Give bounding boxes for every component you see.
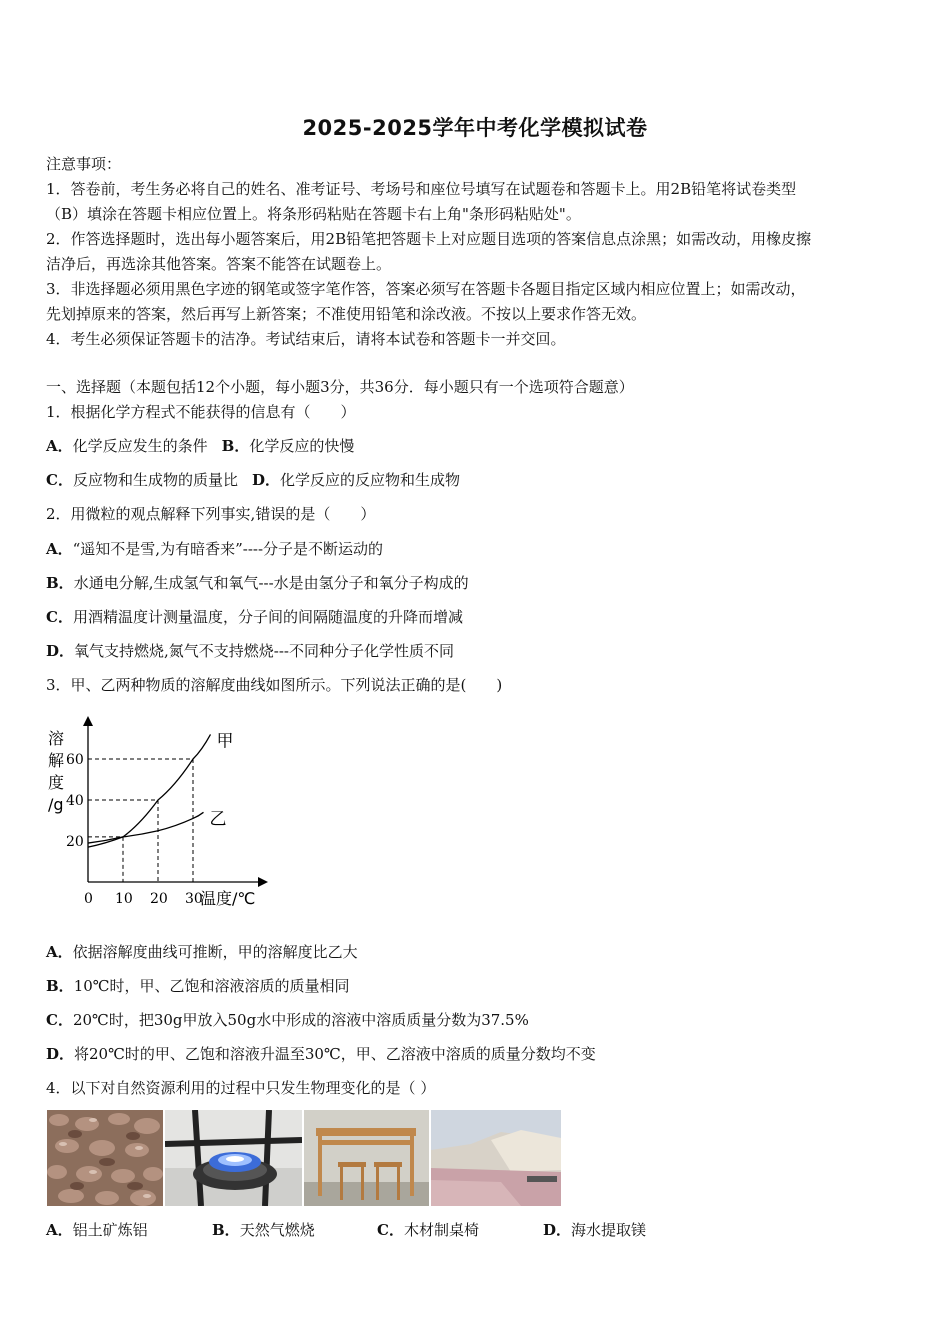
notes-line: 4．考生必须保证答题卡的洁净。考试结束后，请将本试卷和答题卡一并交回。: [46, 330, 566, 348]
notes-line: （B）填涂在答题卡相应位置上。将条形码粘贴在答题卡右上角"条形码粘贴处"。: [46, 205, 581, 223]
q3-option-b: 10℃时，甲、乙饱和溶液溶质的质量相同: [73, 977, 350, 995]
notes-line: 3．非选择题必须用黑色字迹的钢笔或签字笔作答，答案必须写在答题卡各题目指定区域内相应位置上；如需改动，: [46, 280, 806, 298]
q1-option-c: 反应物和生成物的质量比: [72, 471, 238, 489]
y-axis-label: 度: [48, 773, 65, 792]
y-tick-label: 40: [66, 793, 84, 809]
option-letter: B．: [46, 574, 74, 592]
x-axis-label: 温度/℃: [200, 889, 256, 908]
bauxite-ore-image: [47, 1110, 163, 1206]
q4-option-d: 海水提取镁: [571, 1221, 647, 1239]
q4-option-d-row: [543, 1219, 646, 1240]
gas-flame-image: [165, 1110, 302, 1206]
q4-option-c-row: [377, 1219, 479, 1240]
chart-series: [88, 734, 211, 847]
q2-option-b-row: [46, 572, 469, 593]
option-letter: C．: [46, 471, 73, 489]
q3-option-d: 将20℃时的甲、乙饱和溶液升温至30℃，甲、乙溶液中溶质的质量分数均不变: [74, 1045, 596, 1063]
option-letter: A．: [46, 943, 73, 961]
q2-option-a-row: [46, 538, 383, 559]
q1-option-b: 化学反应的快慢: [249, 437, 355, 455]
q1-option-d: 化学反应的反应物和生成物: [279, 471, 460, 489]
option-letter: B．: [46, 977, 74, 995]
option-letter: D．: [251, 471, 280, 489]
chart-labels: [48, 729, 255, 908]
notes-line: 洁净后，再选涂其他答案。答案不能答在试题卷上。: [46, 255, 392, 273]
q1-options-ab: [46, 435, 354, 456]
q3-option-d-row: [46, 1043, 596, 1064]
sea-water-image: [431, 1110, 561, 1206]
option-letter: A．: [46, 540, 73, 558]
q3-option-c-row: [46, 1009, 529, 1030]
q3-option-a-row: [46, 941, 358, 962]
notes: [46, 152, 906, 352]
x-axis-arrow: [258, 877, 268, 887]
y-axis-label: /g: [48, 795, 64, 814]
page-title: 2025-2025学年中考化学模拟试卷: [302, 116, 648, 140]
q3-stem: 3．甲、乙两种物质的溶解度曲线如图所示。下列说法正确的是( ): [46, 676, 503, 694]
notes-line: 先划掉原来的答案，然后再写上新答案；不准使用铅笔和涂改液。不按以上要求作答无效。: [46, 305, 647, 323]
q2-option-d: 氧气支持燃烧,氮气不支持燃烧---不同种分子化学性质不同: [74, 642, 454, 660]
x-tick-label: 10: [115, 891, 133, 907]
q4-stem: 4．以下对自然资源利用的过程中只发生物理变化的是（ ）: [46, 1079, 436, 1097]
q1-stem: 1．根据化学方程式不能获得的信息有（ ）: [46, 403, 356, 421]
q1-option-a: 化学反应发生的条件: [72, 437, 208, 455]
notes-line: 1．答卷前，考生务必将自己的姓名、准考证号、考场号和座位号填写在试题卷和答题卡上。用2B铅笔将试卷类型: [46, 180, 797, 198]
q2-option-d-row: [46, 640, 454, 661]
q1-options-cd: [46, 469, 460, 490]
option-letter: D．: [46, 1045, 75, 1063]
q2-stem: 2．用微粒的观点解释下列事实,错误的是（ ）: [46, 505, 376, 523]
option-letter: C．: [377, 1221, 404, 1239]
option-letter: A．: [46, 437, 73, 455]
series-label: 甲: [216, 731, 234, 752]
q3-option-c: 20℃时，把30g甲放入50g水中形成的溶液中溶质质量分数为37.5%: [72, 1011, 529, 1029]
q4-option-b-row: [212, 1219, 315, 1240]
wooden-furniture-image: [304, 1110, 429, 1206]
q3-option-b-row: [46, 975, 350, 996]
q4-option-b: 天然气燃烧: [239, 1221, 315, 1239]
y-tick-label: 60: [66, 752, 84, 768]
q2-option-c: 用酒精温度计测量温度，分子间的间隔随温度的升降而增减: [72, 608, 463, 626]
solubility-chart: [40, 712, 280, 912]
y-tick-label: 20: [66, 834, 84, 850]
option-letter: B．: [212, 1221, 240, 1239]
x-tick-label: 20: [150, 891, 168, 907]
y-axis-arrow: [83, 716, 93, 726]
q2-option-c-row: [46, 606, 463, 627]
x-tick-label: 0: [84, 891, 93, 907]
series-label: 乙: [209, 809, 227, 830]
q2-option-b: 水通电分解,生成氢气和氧气---水是由氢分子和氧分子构成的: [73, 574, 469, 592]
option-letter: C．: [46, 608, 73, 626]
y-axis-label: 溶: [48, 729, 65, 748]
option-letter: D．: [543, 1221, 572, 1239]
option-letter: A．: [46, 1221, 73, 1239]
option-letter: B．: [221, 437, 250, 455]
notes-line: 2．作答选择题时，选出每小题答案后，用2B铅笔把答题卡上对应题目选项的答案信息点涂黑；如需改动，用橡皮擦: [46, 230, 812, 248]
q4-option-a-row: [46, 1219, 148, 1240]
q4-option-a: 铝土矿炼铝: [72, 1221, 148, 1239]
chart-axes: [83, 716, 268, 887]
option-letter: D．: [46, 642, 75, 660]
notes-heading: 注意事项：: [46, 155, 122, 173]
q2-option-a: “遥知不是雪,为有暗香来”----分子是不断运动的: [72, 540, 384, 558]
x-tick-label: 30: [185, 891, 203, 907]
q3-option-a: 依据溶解度曲线可推断，甲的溶解度比乙大: [72, 943, 358, 961]
y-axis-label: 解: [48, 751, 65, 770]
q4-option-c: 木材制桌椅: [403, 1221, 479, 1239]
section-heading: 一、选择题（本题包括12个小题，每小题3分，共36分．每小题只有一个选项符合题意）: [46, 378, 634, 396]
series-line-jia: [88, 734, 211, 847]
option-letter: C．: [46, 1011, 73, 1029]
series-line-yi: [88, 812, 204, 843]
